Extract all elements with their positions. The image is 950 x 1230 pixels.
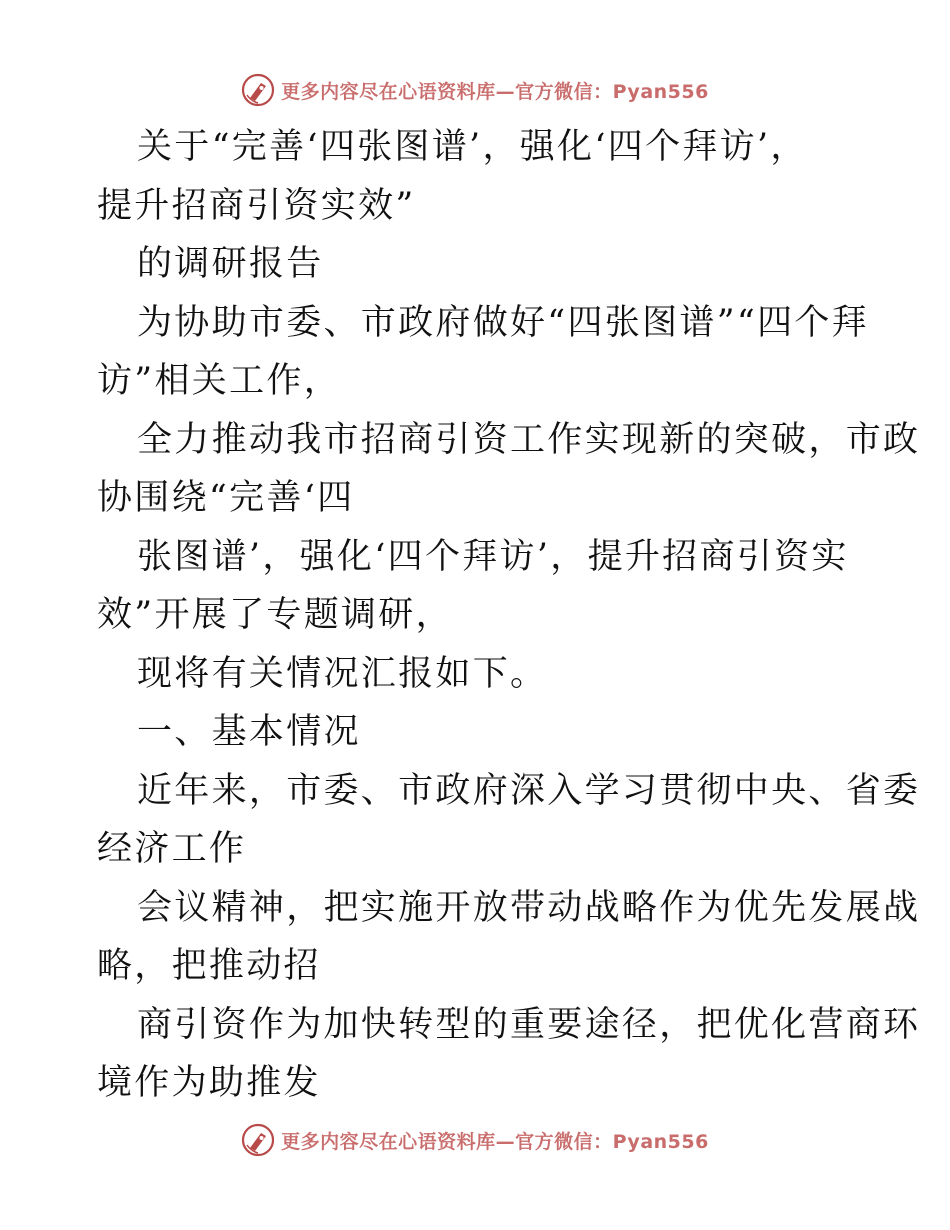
document-line: 关于“完善‘四张图谱’，强化‘四个拜访’， bbox=[137, 127, 808, 167]
document-line: 访”相关工作， bbox=[97, 361, 341, 401]
header-banner-text: 更多内容尽在心语资料库—官方微信：Pyan556 bbox=[281, 80, 709, 103]
footer-banner-text: 更多内容尽在心语资料库—官方微信：Pyan556 bbox=[281, 1130, 709, 1153]
document-line: 一、基本情况 bbox=[137, 712, 361, 752]
footer-banner bbox=[0, 1120, 950, 1160]
document-line: 为协助市委、市政府做好“四张图谱”“四个拜 bbox=[137, 302, 869, 343]
pen-nib-icon bbox=[241, 1123, 275, 1157]
document-line: 提升招商引资实效” bbox=[97, 185, 416, 226]
document-line: 协围绕“完善‘四 bbox=[97, 478, 355, 518]
document-line: 近年来，市委、市政府深入学习贯彻中央、省委 bbox=[137, 770, 921, 811]
document-line: 略，把推动招 bbox=[97, 946, 321, 986]
document-line: 效”开展了专题调研， bbox=[97, 595, 453, 635]
document-line: 会议精神，把实施开放带动战略作为优先发展战 bbox=[137, 887, 921, 928]
document-line: 的调研报告 bbox=[137, 244, 324, 284]
document-line: 商引资作为加快转型的重要途径，把优化营商环 bbox=[137, 1004, 921, 1045]
document-body bbox=[97, 118, 921, 1113]
document-line: 境作为助推发 bbox=[97, 1063, 321, 1103]
header-banner bbox=[0, 70, 950, 110]
document-line: 现将有关情况汇报如下。 bbox=[137, 653, 548, 694]
document-line: 全力推动我市招商引资工作实现新的突破，市政 bbox=[137, 419, 921, 460]
document-line: 张图谱’，强化‘四个拜访’，提升招商引资实 bbox=[137, 536, 849, 577]
pen-nib-icon bbox=[241, 73, 275, 107]
document-line: 经济工作 bbox=[97, 829, 247, 869]
